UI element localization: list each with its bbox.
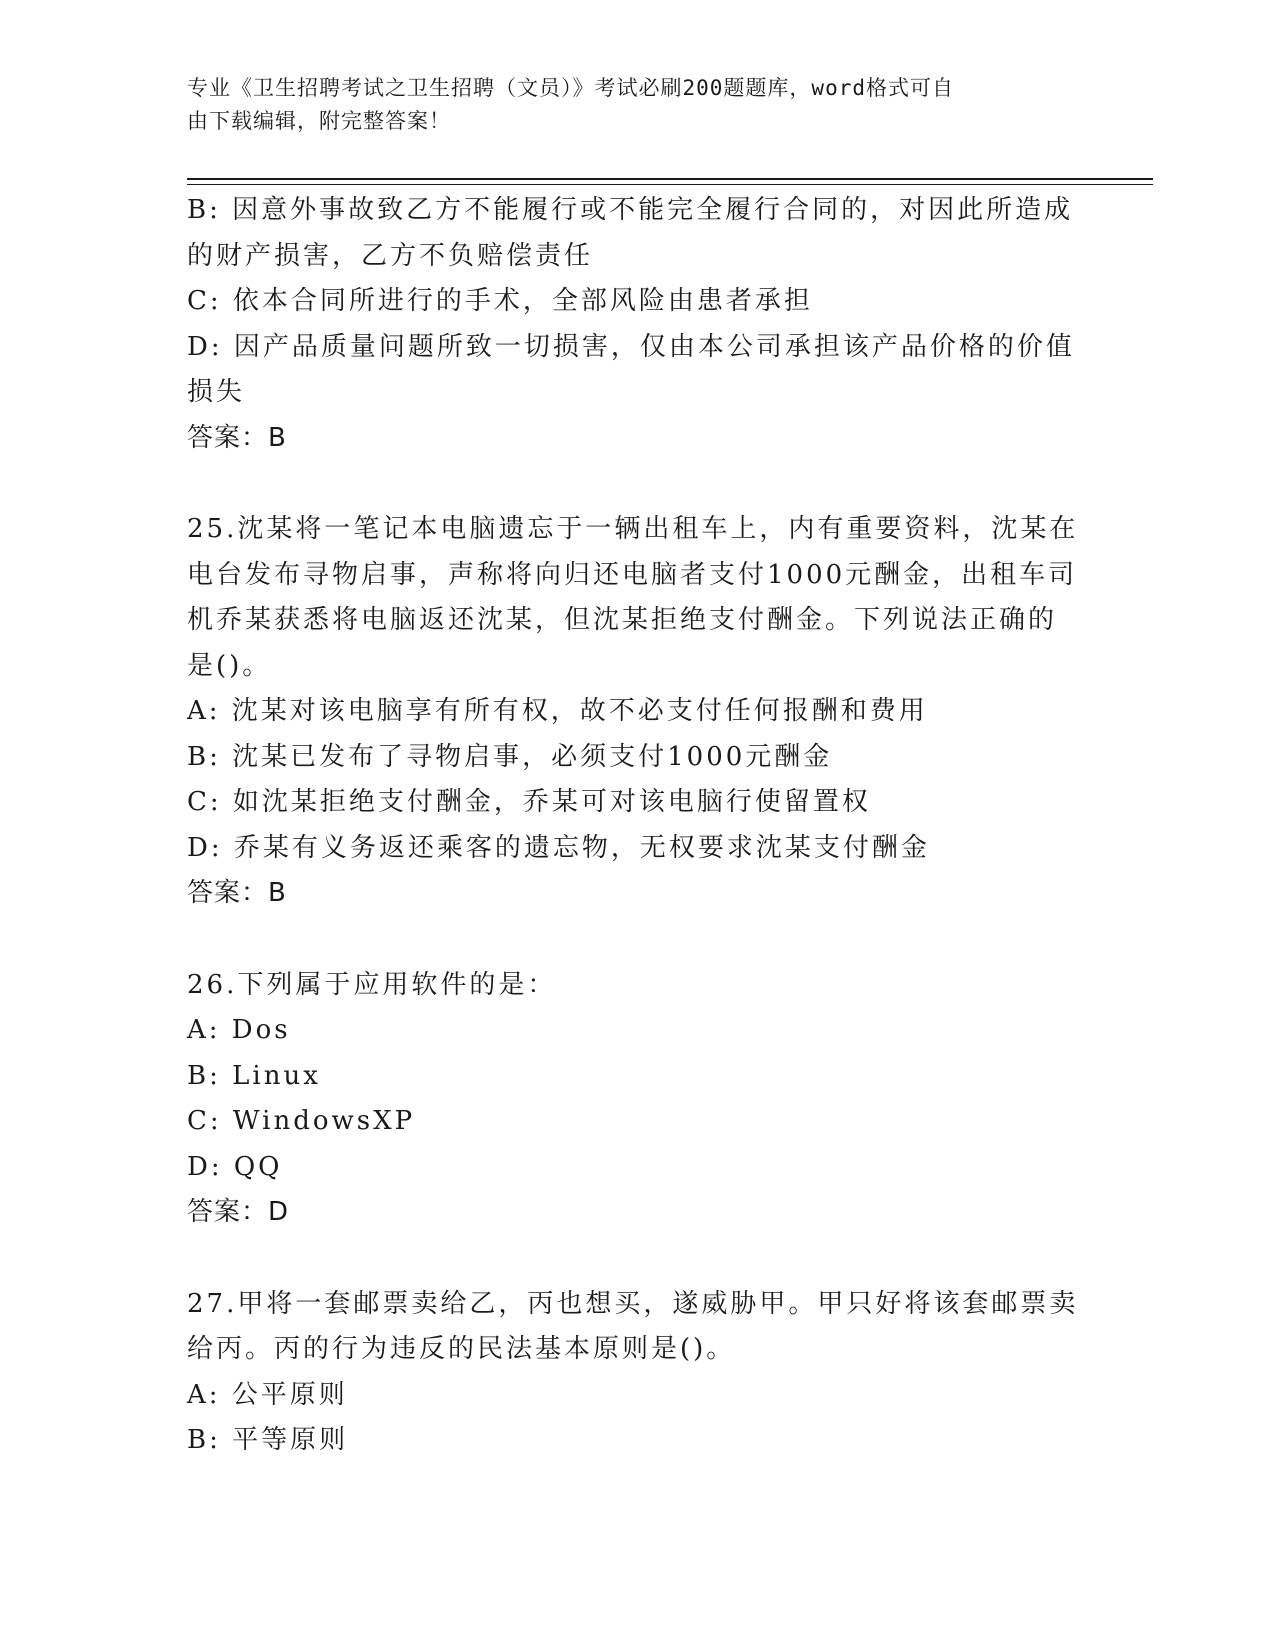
option-a: A: 沈某对该电脑享有所有权，故不必支付任何报酬和费用 — [187, 696, 928, 726]
option-d: D: 因产品质量问题所致一切损害，仅由本公司承担该产品价格的价值 — [187, 331, 1075, 362]
option-b: B: 因意外事故致乙方不能履行或不能完全履行合同的，对因此所造成 — [187, 195, 1074, 225]
option-c: C: 如沈某拒绝支付酬金，乔某可对该电脑行使留置权 — [187, 787, 871, 817]
question-stem-cont: 机乔某获悉将电脑返还沈某，但沈某拒绝支付酬金。下列说法正确的 — [187, 605, 1058, 635]
option-d: D: 乔某有义务返还乘客的遗忘物，无权要求沈某支付酬金 — [187, 832, 930, 863]
answer: 答案：D — [187, 1197, 290, 1227]
question-stem: 25.沈某将一笔记本电脑遗忘于一辆出租车上，内有重要资料，沈某在 — [187, 514, 1079, 544]
option-c: C: 依本合同所进行的手术，全部风险由患者承担 — [187, 286, 813, 316]
question-stem: 26.下列属于应用软件的是： — [187, 969, 557, 1000]
page-header — [187, 72, 1067, 138]
question-25 — [187, 507, 1079, 917]
option-b-cont: 的财产损害，乙方不负赔偿责任 — [187, 240, 594, 271]
question-stem-cont: 电台发布寻物启事，声称将向归还电脑者支付1000元酬金，出租车司 — [187, 559, 1078, 590]
answer: 答案：B — [187, 422, 287, 453]
question-stem-cont: 给丙。丙的行为违反的民法基本原则是()。 — [187, 1334, 736, 1364]
question-26 — [187, 963, 1067, 1236]
question-content — [187, 188, 1079, 1464]
question-stem-cont: 是()。 — [187, 650, 272, 681]
question-24-continued — [187, 188, 1075, 461]
header-line-2: 由下载编辑，附完整答案！ — [187, 109, 451, 133]
spacer — [187, 461, 1067, 507]
question-stem: 27.甲将一套邮票卖给乙，丙也想买，遂威胁甲。甲只好将该套邮票卖 — [187, 1288, 1079, 1319]
answer: 答案：B — [187, 878, 287, 908]
option-a: A: Dos — [187, 1015, 291, 1045]
question-27 — [187, 1282, 1079, 1464]
option-d: D: QQ — [187, 1151, 283, 1182]
option-d-cont: 损失 — [187, 377, 246, 407]
header-divider-thin — [187, 184, 1153, 185]
spacer — [187, 1236, 1067, 1282]
option-b: B: 沈某已发布了寻物启事，必须支付1000元酬金 — [187, 741, 833, 772]
header-line-1: 专业《卫生招聘考试之卫生招聘（文员）》考试必刷200题题库，word格式可自 — [187, 76, 954, 100]
option-a: A: 公平原则 — [187, 1379, 348, 1410]
spacer — [187, 917, 1067, 963]
header-divider-thick — [187, 178, 1153, 180]
option-b: B: Linux — [187, 1060, 321, 1091]
option-b: B: 平等原则 — [187, 1425, 349, 1455]
option-c: C: WindowsXP — [187, 1106, 416, 1136]
